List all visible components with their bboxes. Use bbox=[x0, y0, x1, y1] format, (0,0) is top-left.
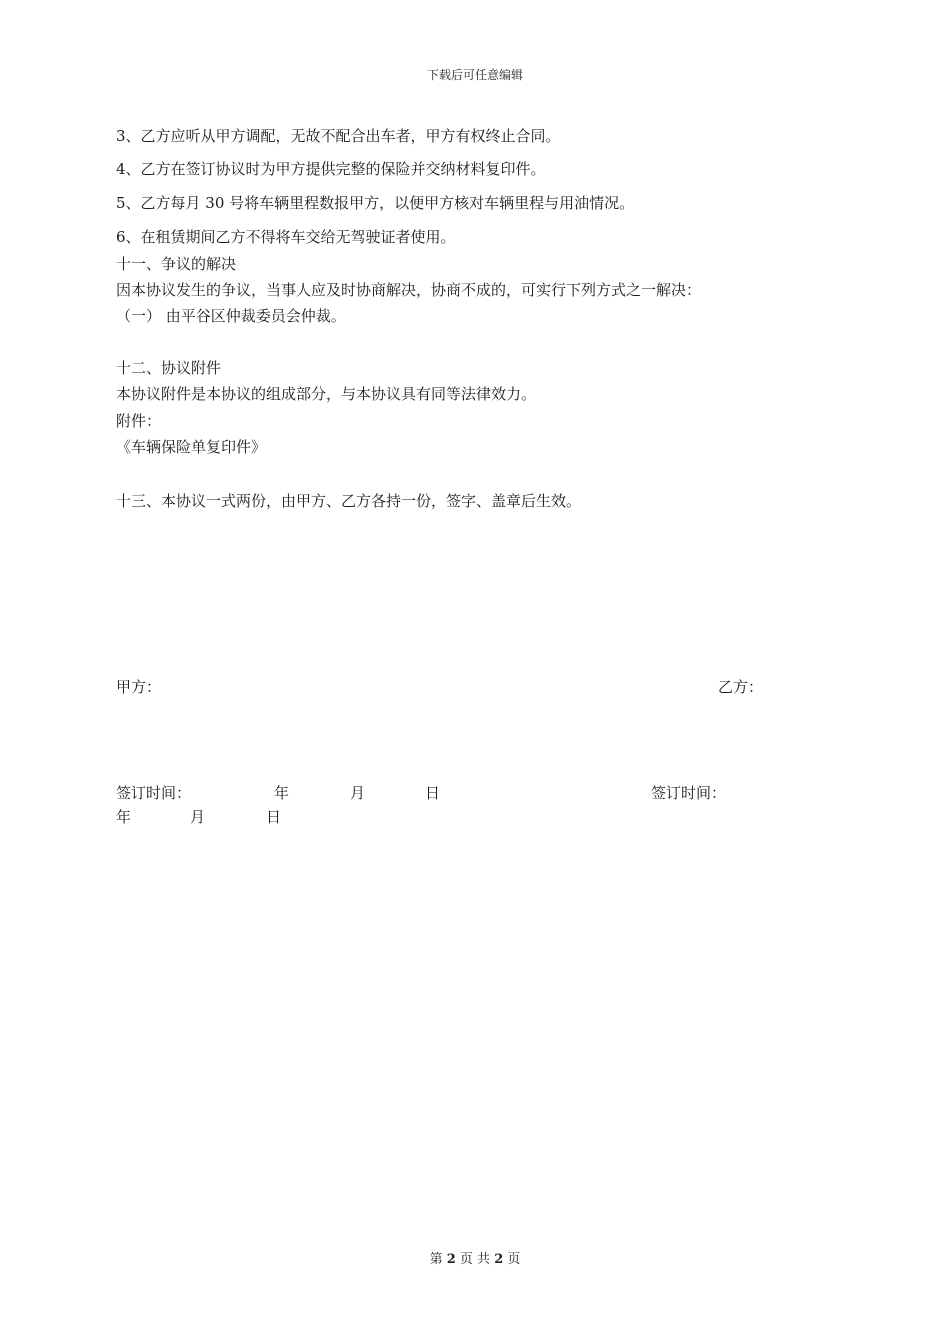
section-11-title: 十一、争议的解决 bbox=[116, 255, 237, 273]
footer-prefix: 第 bbox=[429, 1252, 443, 1267]
footer-total-pages: 2 bbox=[494, 1252, 504, 1267]
attachment-item: 《车辆保险单复印件》 bbox=[116, 438, 267, 456]
section-11-text: 因本协议发生的争议，当事人应及时协商解决，协商不成的，可实行下列方式之一解决： bbox=[116, 281, 702, 299]
page-header: 下载后可任意编辑 bbox=[426, 68, 523, 82]
clause-item-3: 3、乙方应听从甲方调配，无故不配合出车者，甲方有权终止合同。 bbox=[116, 127, 561, 145]
attachment-label: 附件： bbox=[116, 412, 162, 430]
sign-date-label-a: 签订时间： bbox=[116, 784, 192, 802]
sign-year-a: 年 bbox=[274, 784, 290, 802]
sign-year-b: 年 bbox=[116, 808, 132, 826]
party-b-label: 乙方： bbox=[718, 678, 764, 696]
page-footer bbox=[0, 1248, 950, 1267]
sign-date-label-b: 签订时间： bbox=[651, 784, 727, 802]
sign-day-a: 日 bbox=[425, 784, 441, 802]
section-11-option: （一） 由平谷区仲裁委员会仲裁。 bbox=[116, 307, 346, 325]
clause-item-6: 6、在租赁期间乙方不得将车交给无驾驶证者使用。 bbox=[116, 228, 456, 246]
footer-current-page: 2 bbox=[446, 1252, 456, 1267]
sign-month-b: 月 bbox=[190, 808, 206, 826]
footer-middle: 页 共 bbox=[459, 1252, 491, 1267]
section-12-title: 十二、协议附件 bbox=[116, 359, 222, 377]
section-12-text: 本协议附件是本协议的组成部分，与本协议具有同等法律效力。 bbox=[116, 385, 537, 403]
clause-item-5: 5、乙方每月 30 号将车辆里程数报甲方，以便甲方核对车辆里程与用油情况。 bbox=[116, 194, 635, 212]
clause-item-4: 4、乙方在签订协议时为甲方提供完整的保险并交纳材料复印件。 bbox=[116, 160, 546, 178]
party-a-label: 甲方： bbox=[116, 678, 162, 696]
sign-day-b: 日 bbox=[266, 808, 282, 826]
sign-month-a: 月 bbox=[350, 784, 366, 802]
section-13-text: 十三、本协议一式两份，由甲方、乙方各持一份，签字、盖章后生效。 bbox=[116, 492, 582, 510]
footer-suffix: 页 bbox=[507, 1252, 521, 1267]
